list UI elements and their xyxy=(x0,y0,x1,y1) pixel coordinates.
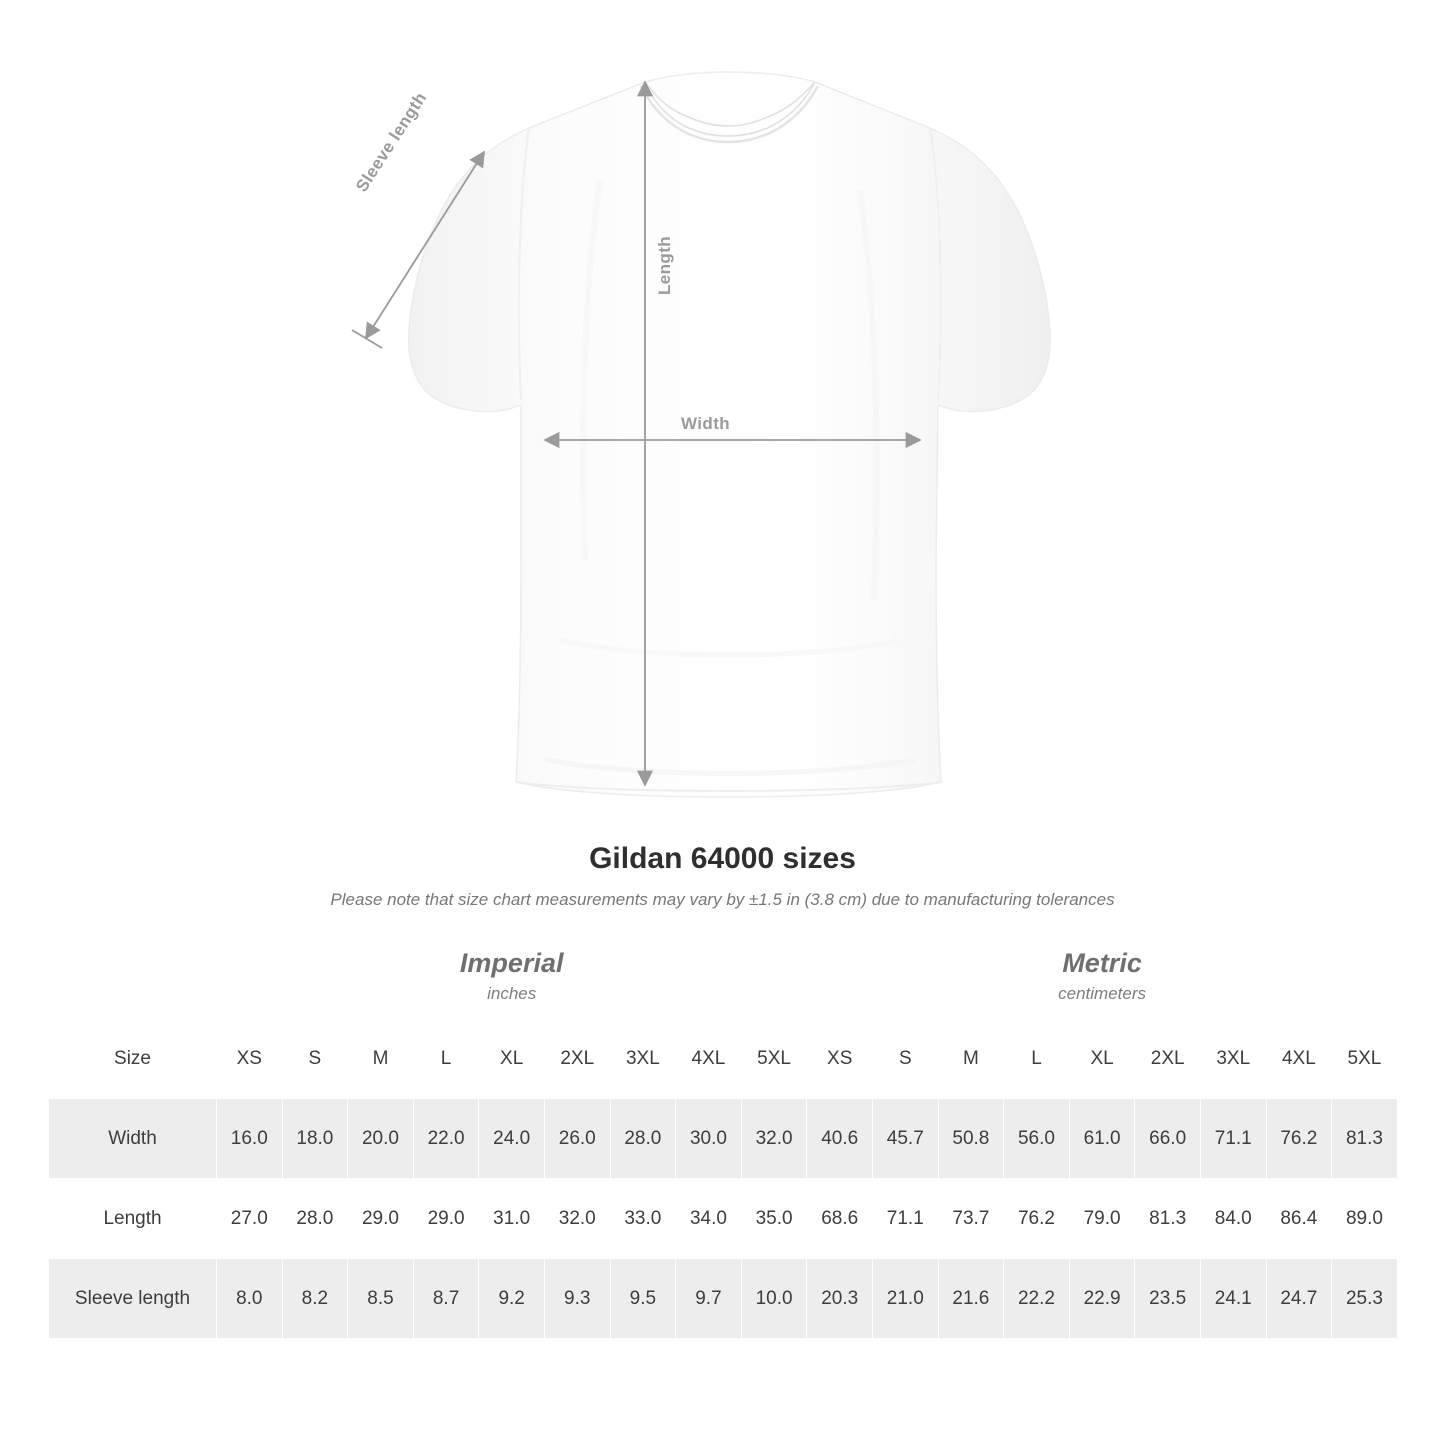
size-header-cell: S xyxy=(282,1019,348,1099)
cell: 29.0 xyxy=(413,1179,479,1259)
size-header-cell: M xyxy=(938,1019,1004,1099)
size-table-wrapper xyxy=(48,938,1397,1339)
size-header-cell: 3XL xyxy=(1200,1019,1266,1099)
unit-imperial-title: Imperial xyxy=(459,947,564,978)
tolerance-note: Please note that size chart measurements may vary by ±1.5 in (3.8 cm) due to manufacturing tolerances xyxy=(330,890,1115,909)
cell: 9.5 xyxy=(610,1259,676,1339)
cell: 24.7 xyxy=(1266,1259,1332,1339)
cell: 31.0 xyxy=(479,1179,545,1259)
size-header-cell: M xyxy=(348,1019,414,1099)
size-header-cell: 2XL xyxy=(1135,1019,1201,1099)
unit-header-spacer xyxy=(49,939,217,1019)
cell: 24.0 xyxy=(479,1099,545,1179)
cell: 56.0 xyxy=(1004,1099,1070,1179)
cell: 25.3 xyxy=(1332,1259,1398,1339)
cell: 10.0 xyxy=(741,1259,807,1339)
size-header-cell: XS xyxy=(807,1019,873,1099)
size-header-cell: 4XL xyxy=(676,1019,742,1099)
size-header-cell: L xyxy=(1004,1019,1070,1099)
cell: 8.0 xyxy=(217,1259,283,1339)
cell: 21.6 xyxy=(938,1259,1004,1339)
cell: 84.0 xyxy=(1200,1179,1266,1259)
row-label-length: Length xyxy=(49,1179,217,1259)
size-header-cell: 2XL xyxy=(544,1019,610,1099)
cell: 89.0 xyxy=(1332,1179,1398,1259)
size-header-cell: L xyxy=(413,1019,479,1099)
unit-header-row xyxy=(49,939,1398,1019)
cell: 81.3 xyxy=(1332,1099,1398,1179)
cell: 20.3 xyxy=(807,1259,873,1339)
unit-metric-sub: centimeters xyxy=(1058,983,1147,1003)
cell: 61.0 xyxy=(1069,1099,1135,1179)
cell: 68.6 xyxy=(807,1179,873,1259)
unit-imperial-sub: inches xyxy=(487,983,537,1003)
unit-header-metric xyxy=(807,939,1397,1019)
cell: 22.2 xyxy=(1004,1259,1070,1339)
cell: 22.9 xyxy=(1069,1259,1135,1339)
cell: 28.0 xyxy=(610,1099,676,1179)
cell: 16.0 xyxy=(217,1099,283,1179)
cell: 27.0 xyxy=(217,1179,283,1259)
table-row xyxy=(49,1259,1398,1339)
cell: 50.8 xyxy=(938,1099,1004,1179)
cell: 73.7 xyxy=(938,1179,1004,1259)
table-row xyxy=(49,1099,1398,1179)
size-header-cell: 5XL xyxy=(1332,1019,1398,1099)
cell: 29.0 xyxy=(348,1179,414,1259)
size-header-cell: 3XL xyxy=(610,1019,676,1099)
width-dimension-label: Width xyxy=(681,414,731,433)
cell: 9.3 xyxy=(544,1259,610,1339)
cell: 26.0 xyxy=(544,1099,610,1179)
cell: 8.7 xyxy=(413,1259,479,1339)
size-table xyxy=(48,938,1398,1339)
cell: 22.0 xyxy=(413,1099,479,1179)
size-header-cell: XS xyxy=(217,1019,283,1099)
size-header-cell: XL xyxy=(1069,1019,1135,1099)
cell: 40.6 xyxy=(807,1099,873,1179)
sleeve-length-dimension-label: Sleeve length xyxy=(352,88,431,196)
cell: 9.7 xyxy=(676,1259,742,1339)
cell: 34.0 xyxy=(676,1179,742,1259)
cell: 71.1 xyxy=(1200,1099,1266,1179)
cell: 32.0 xyxy=(741,1099,807,1179)
size-header-row xyxy=(49,1019,1398,1099)
cell: 23.5 xyxy=(1135,1259,1201,1339)
size-header-cell: S xyxy=(873,1019,939,1099)
size-header-cell: 5XL xyxy=(741,1019,807,1099)
cell: 9.2 xyxy=(479,1259,545,1339)
table-row xyxy=(49,1179,1398,1259)
size-header-cell: 4XL xyxy=(1266,1019,1332,1099)
cell: 24.1 xyxy=(1200,1259,1266,1339)
cell: 79.0 xyxy=(1069,1179,1135,1259)
cell: 66.0 xyxy=(1135,1099,1201,1179)
cell: 35.0 xyxy=(741,1179,807,1259)
cell: 20.0 xyxy=(348,1099,414,1179)
cell: 8.5 xyxy=(348,1259,414,1339)
size-header-cell: XL xyxy=(479,1019,545,1099)
row-label-width: Width xyxy=(49,1099,217,1179)
cell: 33.0 xyxy=(610,1179,676,1259)
cell: 30.0 xyxy=(676,1099,742,1179)
page-title: Gildan 64000 sizes xyxy=(589,842,856,875)
cell: 71.1 xyxy=(873,1179,939,1259)
unit-header-imperial xyxy=(217,939,807,1019)
row-label-sleeve-length: Sleeve length xyxy=(49,1259,217,1339)
cell: 32.0 xyxy=(544,1179,610,1259)
cell: 28.0 xyxy=(282,1179,348,1259)
length-dimension-label: Length xyxy=(655,235,674,295)
cell: 21.0 xyxy=(873,1259,939,1339)
size-header-label: Size xyxy=(49,1019,217,1099)
cell: 76.2 xyxy=(1004,1179,1070,1259)
cell: 45.7 xyxy=(873,1099,939,1179)
cell: 8.2 xyxy=(282,1259,348,1339)
cell: 18.0 xyxy=(282,1099,348,1179)
cell: 86.4 xyxy=(1266,1179,1332,1259)
cell: 76.2 xyxy=(1266,1099,1332,1179)
cell: 81.3 xyxy=(1135,1179,1201,1259)
unit-metric-title: Metric xyxy=(1062,947,1142,978)
